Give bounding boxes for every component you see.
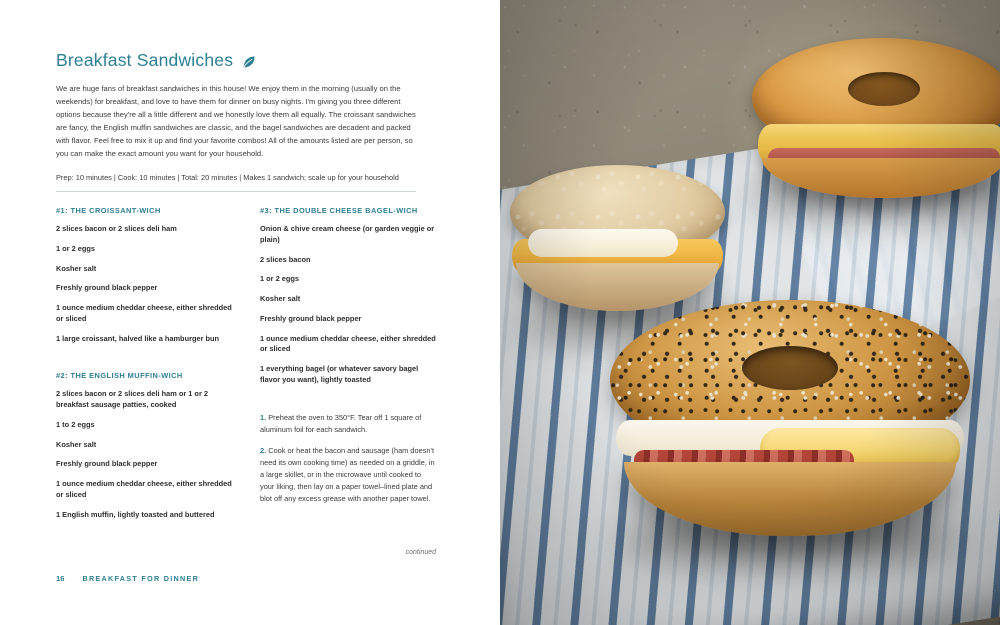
- recipe-photo-page: [500, 0, 1000, 625]
- page-footer: [56, 574, 199, 583]
- ingredient-column-left: [56, 206, 232, 529]
- page-number: 16: [56, 574, 65, 583]
- ingredient-item: 1 everything bagel (or whatever savory bagel flavor you want), lightly toasted: [260, 364, 419, 384]
- recipe-intro: We are huge fans of breakfast sandwiches in this house! We enjoy them in the morning (usually on the weekends) for breakfast, and love to have them for dinner on busy nights. I'm giving you three different options because they're all a little different and we honestly love them all equally. The croissant sandwiches are fancy, the English muffin sandwiches are classic, and the bagel sandwiches are decadent and packed with flavor. Feel free to mix it up and find your favorite combos! All of the amounts listed are per person, so you can make the exact amount you want for your household.: [56, 84, 416, 159]
- bagel-hole: [742, 346, 838, 390]
- ingredient-item: 2 slices bacon: [260, 254, 311, 264]
- page-title: Breakfast Sandwiches: [56, 50, 234, 70]
- ingredient-item: 2 slices bacon or 2 slices deli ham or 1 or 2 breakfast sausage patties, cooked: [56, 389, 208, 410]
- ingredient-item: 1 large croissant, halved like a hamburger bun: [56, 333, 220, 343]
- ingredient-item: 1 ounce medium cheddar cheese, either shredded or sliced: [56, 479, 232, 499]
- recipe-steps: [260, 412, 436, 505]
- egg-layer: [528, 229, 678, 257]
- leaf-icon: [241, 54, 257, 70]
- ingredient-item: 1 ounce medium cheddar cheese, either shredded or sliced: [56, 303, 232, 323]
- ingredient-item: Kosher salt: [260, 294, 301, 304]
- ingredient-item: 2 slices bacon or 2 slices deli ham: [56, 224, 177, 234]
- variation-heading-1: #1: THE CROISSANT-WICH: [56, 206, 161, 216]
- step-text: Cook or heat the bacon and sausage (ham doesn't need its own cooking time) as needed on a griddle, in a large skillet, or in the microwave until cooked to your liking, then lay on a paper towel–lined plate and blot off any excess grease with another paper towel.: [260, 445, 435, 503]
- ingredient-item: Kosher salt: [56, 263, 97, 273]
- title-row: [56, 50, 446, 71]
- variation-heading-2: #2: THE ENGLISH MUFFIN-WICH: [56, 371, 183, 381]
- bagel-sandwich-back: [752, 38, 1000, 198]
- continued-label: continued: [405, 549, 436, 557]
- step-text: Preheat the oven to 350°F. Tear off 1 square of aluminum foil for each sandwich.: [260, 412, 422, 434]
- ingredient-columns: [56, 206, 436, 529]
- ingredient-column-right: [260, 206, 436, 529]
- bagel-bottom-half: [762, 158, 1000, 198]
- recipe-step: [260, 445, 436, 505]
- step-number: 1.: [260, 412, 267, 422]
- ingredient-item: 1 ounce medium cheddar cheese, either shredded or sliced: [260, 333, 436, 354]
- ingredient-item: Freshly ground black pepper: [260, 313, 362, 323]
- recipe-content: [56, 50, 446, 556]
- bagel-hole: [848, 72, 920, 106]
- everything-bagel-sandwich-front: [610, 300, 970, 550]
- ingredient-item: 1 or 2 eggs: [260, 274, 300, 284]
- ingredient-item: Kosher salt: [56, 439, 97, 449]
- recipe-timing: Prep: 10 minutes | Cook: 10 minutes | Total: 20 minutes | Makes 1 sandwich; scale up for your household: [56, 173, 416, 192]
- ingredient-item: Onion & chive cream cheese (or garden veggie or plain): [260, 224, 435, 245]
- ingredient-item: 1 or 2 eggs: [56, 244, 96, 254]
- ingredient-item: Freshly ground black pepper: [56, 459, 158, 469]
- ingredient-item: 1 English muffin, lightly toasted and buttered: [56, 509, 215, 519]
- step-number: 2.: [260, 445, 267, 455]
- variation-heading-3: #3: THE DOUBLE CHEESE BAGEL-WICH: [260, 206, 418, 216]
- food-photograph: [500, 0, 1000, 625]
- running-head: BREAKFAST FOR DINNER: [82, 574, 200, 583]
- ingredient-item: Freshly ground black pepper: [56, 283, 158, 293]
- recipe-step: [260, 412, 436, 436]
- bagel-bottom-half: [624, 462, 956, 536]
- ingredient-item: 1 to 2 eggs: [56, 419, 95, 429]
